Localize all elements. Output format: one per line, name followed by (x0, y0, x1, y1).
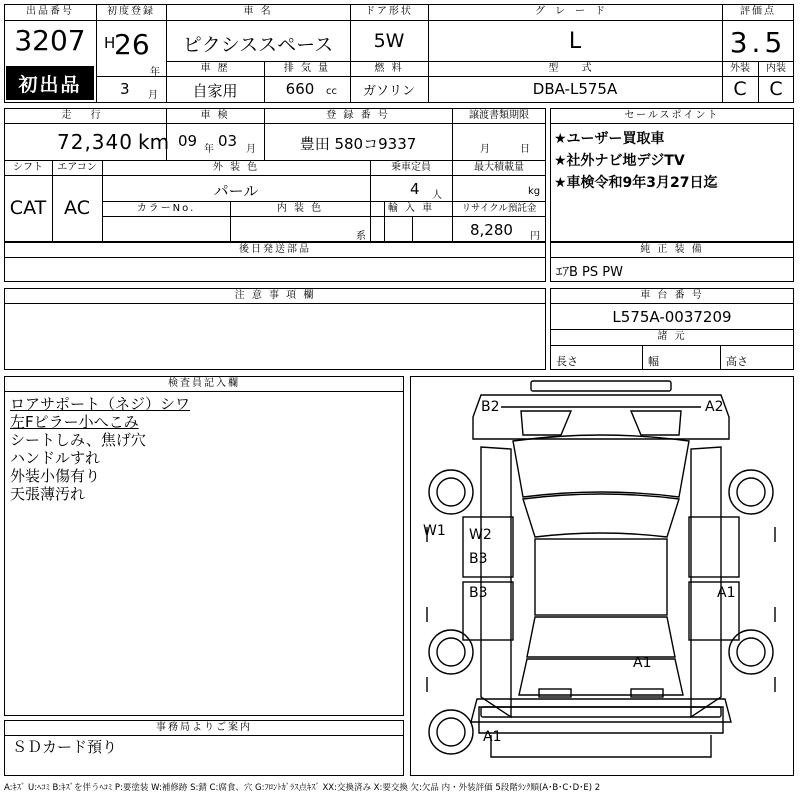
sales-points-label: セールスポイント (624, 110, 720, 121)
capacity-unit: 人 (432, 190, 442, 201)
inspector-label: 検査員記入欄 (168, 378, 240, 389)
mark-a1-rear: A1 (483, 729, 502, 745)
recycle-fee: 8,280 (470, 221, 513, 239)
dims-label: 諸 元 (657, 331, 687, 342)
registration-label: 登 録 番 号 (326, 110, 390, 121)
fuel-label: 燃 料 (374, 63, 404, 74)
length-label: 長さ (556, 355, 578, 368)
sales-point-3: ★車検令和9年3月27日迄 (554, 175, 718, 191)
inspector-note-5: 外装小傷有り (10, 467, 101, 485)
capacity: 4 (410, 180, 420, 198)
door-label: ドア形状 (365, 6, 413, 17)
era: H (104, 34, 116, 52)
later-parts-label: 後日発送部品 (239, 244, 311, 255)
displacement-label: 排 気 量 (283, 63, 331, 74)
inspection-month-unit: 月 (246, 144, 256, 155)
legend: A:ｷｽﾞ U:ﾍｺﾐ B:ｷｽﾞを伴うﾍｺﾐ P:要塗装 W:補修跡 S:錆 C:腐食、穴 G:ﾌﾛﾝﾄｶﾞﾗｽ点ｷｽﾞ XX:交換済み X:要交換 欠:欠品 内・外装評価 5段階ﾗﾝｸ順(A･B･C･D･E) 2 (4, 783, 601, 793)
load-unit: kg (528, 186, 541, 197)
grade-label: グレード (535, 6, 615, 17)
mark-a2: A2 (705, 399, 724, 415)
notes-label: 注 意 事 項 欄 (234, 290, 316, 301)
import-label: 輸 入 車 (387, 203, 435, 214)
mark-b2: B2 (481, 399, 500, 415)
inspection-month: 03 (218, 132, 238, 150)
car-outline-diagram (411, 377, 792, 774)
lot-number: 3207 (14, 24, 86, 57)
exterior-label: 外装 (730, 63, 750, 74)
chassis-number: L575A-0037209 (612, 308, 732, 326)
car-name: ピクシススペース (182, 34, 334, 56)
mark-a1-roof: A1 (633, 655, 652, 671)
inspector-note-4: ハンドルすれ (10, 449, 101, 467)
ac-label: エアコン (57, 162, 97, 173)
grade: L (568, 29, 582, 54)
inspector-note-6: 天張薄汚れ (10, 485, 86, 503)
sales-point-1: ★ユーザー買取車 (554, 131, 665, 147)
model-label: 型 式 (548, 63, 602, 74)
inspector-note-1: ロアサポート（ネジ）シワ (10, 395, 191, 413)
inspector-note-2: 左Fピラー小へこみ (10, 413, 139, 431)
recycle-unit: 円 (530, 231, 540, 242)
height-label: 高さ (726, 355, 748, 368)
first-listing-label: 初出品 (18, 74, 82, 96)
ac: AC (64, 197, 90, 219)
width-label: 幅 (648, 355, 659, 368)
year-unit: 年 (150, 67, 160, 78)
score: 3.5 (729, 26, 787, 59)
interior-label: 内装 (766, 63, 786, 74)
mileage-unit: km (138, 130, 170, 154)
shift: CAT (9, 197, 47, 219)
office-text: ＳＤカード預り (12, 738, 118, 756)
door-type: 5W (373, 30, 405, 52)
exterior-grade: C (733, 78, 747, 100)
registration-number: 豊田 580コ9337 (299, 135, 417, 153)
car-name-label: 車 名 (243, 6, 273, 17)
first-reg-label: 初度登録 (107, 6, 155, 17)
model-code: DBA-L575A (532, 80, 618, 98)
inspector-note-3: シートしみ、焦げ穴 (10, 431, 146, 449)
shift-label: シフト (13, 162, 43, 173)
equipment: ｴｱB PS PW (556, 265, 623, 280)
mark-a1-right: A1 (717, 585, 736, 601)
int-color-label: 内 装 色 (276, 203, 324, 214)
inspection-year: 09 (178, 132, 198, 150)
mileage: 72,340 (57, 130, 133, 154)
interior-grade: C (769, 78, 783, 100)
mark-w2: W2 (469, 527, 492, 543)
mileage-label: 走 行 (61, 110, 109, 121)
capacity-label: 乗車定員 (391, 162, 431, 173)
displacement-unit: cc (326, 86, 337, 97)
inspection-label: 車 検 (200, 110, 230, 121)
chassis-label: 車 台 番 号 (640, 290, 704, 301)
mark-w1: W1 (423, 523, 446, 539)
history-label: 車 歴 (200, 63, 230, 74)
mark-b3-lower: B3 (469, 585, 488, 601)
ext-color: パール (213, 182, 259, 200)
month-unit: 月 (148, 90, 158, 101)
score-label: 評価点 (740, 6, 776, 17)
ext-color-label: 外 装 色 (212, 162, 260, 173)
mark-b3-upper: B3 (469, 551, 488, 567)
inspection-year-unit: 年 (204, 144, 214, 155)
color-no-label: カラーNo. (136, 203, 196, 214)
reg-month: 3 (120, 80, 130, 98)
fuel: ガソリン (362, 84, 415, 99)
transfer-doc-label: 譲渡書類期限 (469, 110, 529, 121)
displacement: 660 (285, 80, 315, 98)
sales-point-2: ★社外ナビ地デジTV (554, 153, 685, 169)
transfer-month-unit: 月 (480, 144, 490, 155)
lot-label: 出品番号 (26, 6, 74, 17)
load-label: 最大積載量 (474, 162, 524, 173)
int-color-unit: 系 (356, 231, 366, 242)
damage-diagram (410, 376, 794, 776)
history: 自家用 (192, 82, 238, 100)
office-label: 事務局よりご案内 (156, 722, 252, 733)
reg-year: 26 (114, 28, 150, 61)
transfer-day-unit: 日 (520, 144, 530, 155)
equipment-label: 純 正 装 備 (640, 244, 704, 255)
recycle-label: リサイクル預託金 (461, 203, 537, 214)
